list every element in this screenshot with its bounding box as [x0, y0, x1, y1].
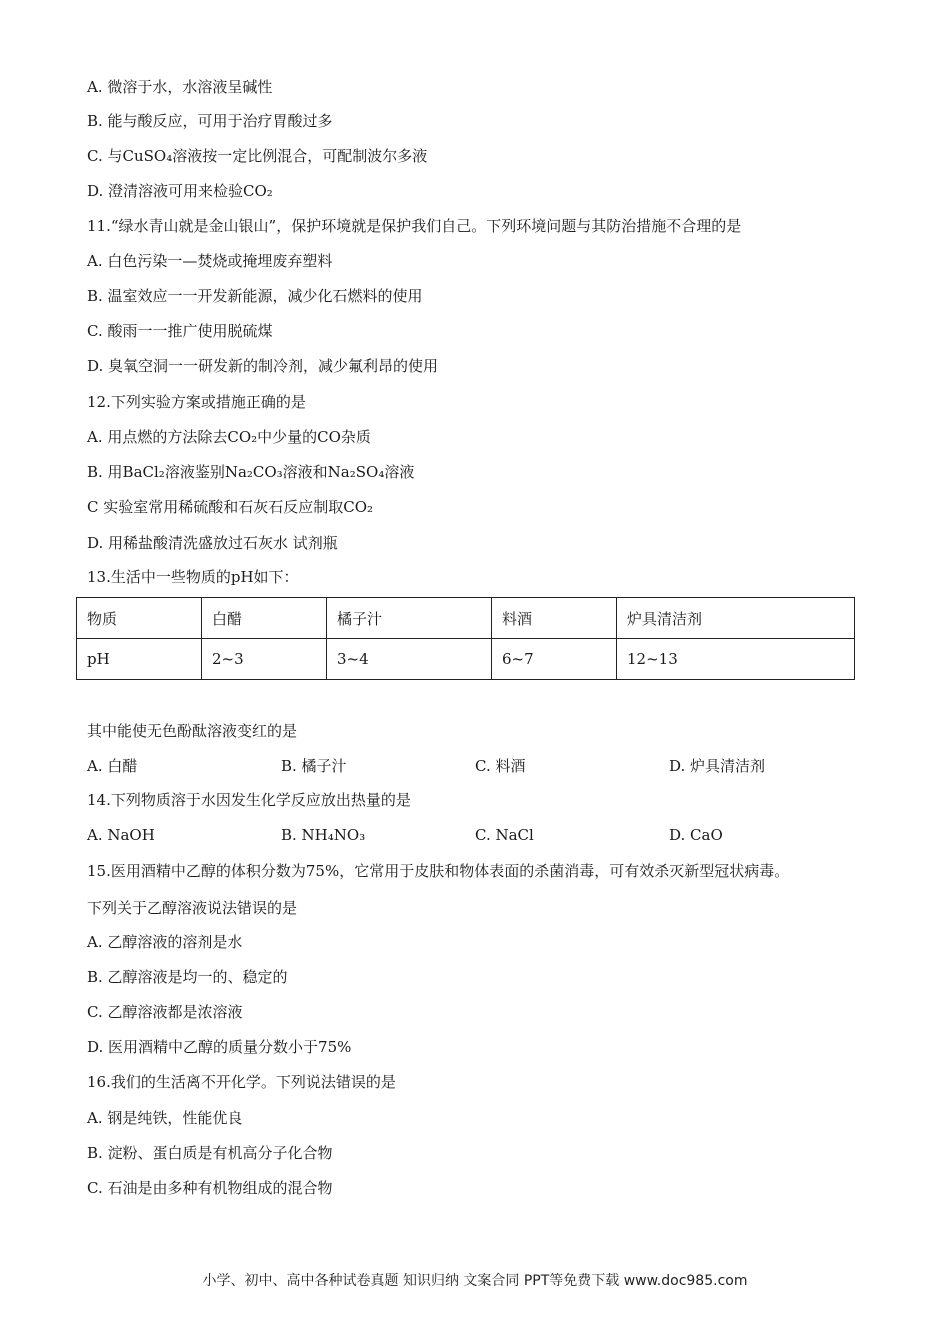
q11-option-c: C. 酸雨一一推广使用脱硫煤 [87, 322, 273, 340]
q13-option-b: B. 橘子汁 [281, 757, 347, 775]
q13-option-a: A. 白醋 [87, 757, 138, 775]
q14-option-a: A. NaOH [87, 826, 155, 844]
table-cell: 2~3 [202, 639, 327, 680]
table-cell: 3~4 [327, 639, 492, 680]
q13-option-c: C. 料酒 [475, 757, 526, 775]
table-row [77, 639, 855, 680]
table-header-cell: 物质 [77, 598, 202, 639]
q10-option-a: A. 微溶于水，水溶液呈碱性 [87, 78, 273, 96]
q15-stem-line1: 15.医用酒精中乙醇的体积分数为75%，它常用于皮肤和物体表面的杀菌消毒，可有效杀灭新型冠状病毒。 [87, 862, 790, 880]
q16-stem: 16.我们的生活离不开化学。下列说法错误的是 [87, 1073, 396, 1091]
q14-option-c: C. NaCl [475, 826, 534, 844]
q12-option-d: D. 用稀盐酸清洗盛放过石灰水 试剂瓶 [87, 534, 338, 552]
q14-option-d: D. CaO [669, 826, 723, 844]
table-cell: pH [77, 639, 202, 680]
q15-stem-line2: 下列关于乙醇溶液说法错误的是 [87, 899, 298, 917]
q15-option-d: D. 医用酒精中乙醇的质量分数小于75% [87, 1038, 352, 1056]
q15-option-c: C. 乙醇溶液都是浓溶液 [87, 1003, 243, 1021]
q15-option-b: B. 乙醇溶液是均一的、稳定的 [87, 968, 288, 986]
table-header-cell: 炉具清洁剂 [617, 598, 855, 639]
q10-option-b: B. 能与酸反应，可用于治疗胃酸过多 [87, 112, 333, 130]
q12-option-a: A. 用点燃的方法除去CO₂中少量的CO杂质 [87, 428, 371, 446]
q11-option-b: B. 温室效应一一开发新能源，减少化石燃料的使用 [87, 287, 423, 305]
q10-option-d: D. 澄清溶液可用来检验CO₂ [87, 182, 273, 200]
q16-option-a: A. 钢是纯铁，性能优良 [87, 1109, 243, 1127]
q15-option-a: A. 乙醇溶液的溶剂是水 [87, 933, 243, 951]
q11-option-a: A. 白色污染一—焚烧或掩埋废弃塑料 [87, 252, 333, 270]
q13-option-d: D. 炉具清洁剂 [669, 757, 766, 775]
q13-question: 其中能使无色酚酞溶液变红的是 [87, 722, 298, 740]
table-cell: 12~13 [617, 639, 855, 680]
q10-option-c: C. 与CuSO₄溶液按一定比例混合，可配制波尔多液 [87, 147, 428, 165]
q11-option-d: D. 臭氧空洞一一研发新的制冷剂，减少氟利昂的使用 [87, 357, 439, 375]
q12-stem: 12.下列实验方案或措施正确的是 [87, 393, 306, 411]
table-header-cell: 白醋 [202, 598, 327, 639]
q14-option-b: B. NH₄NO₃ [281, 826, 366, 844]
table-header-cell: 橘子汁 [327, 598, 492, 639]
q14-stem: 14.下列物质溶于水因发生化学反应放出热量的是 [87, 791, 411, 809]
q11-stem: 11.“绿水青山就是金山银山”，保护环境就是保护我们自己。下列环境问题与其防治措施不合理的是 [87, 217, 742, 235]
table-cell: 6~7 [492, 639, 617, 680]
table-header-cell: 料酒 [492, 598, 617, 639]
ph-table [76, 597, 855, 680]
page-footer: 小学、初中、高中各种试卷真题 知识归纳 文案合同 PPT等免费下载 www.doc985.com [202, 1273, 748, 1289]
table-header-row [77, 598, 855, 639]
q12-option-b: B. 用BaCl₂溶液鉴别Na₂CO₃溶液和Na₂SO₄溶液 [87, 463, 415, 481]
q13-stem: 13.生活中一些物质的pH如下： [87, 568, 299, 586]
q16-option-b: B. 淀粉、蛋白质是有机高分子化合物 [87, 1144, 333, 1162]
q12-option-c: C 实验室常用稀硫酸和石灰石反应制取CO₂ [87, 498, 374, 516]
q16-option-c: C. 石油是由多种有机物组成的混合物 [87, 1179, 333, 1197]
